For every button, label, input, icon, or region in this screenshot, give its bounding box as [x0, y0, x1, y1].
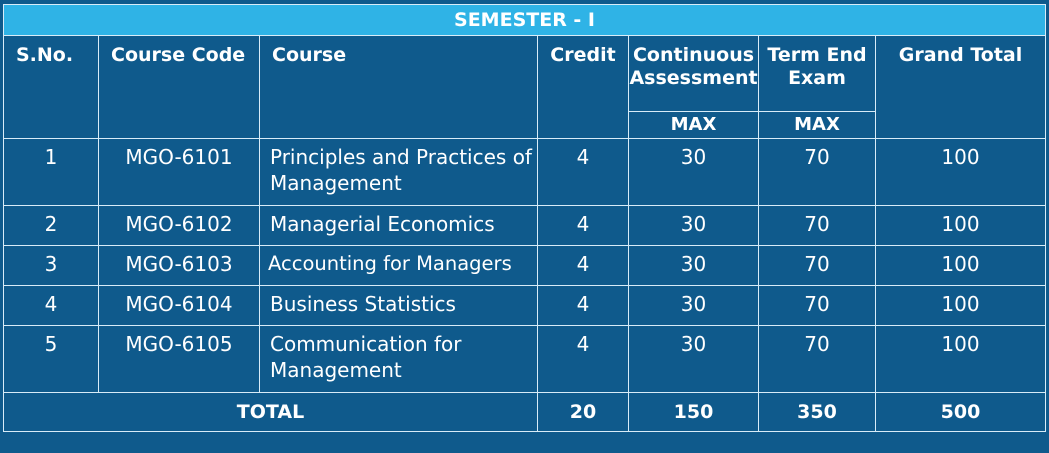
cell-ca: 30: [629, 286, 759, 326]
cell-sno: 1: [4, 139, 99, 206]
total-label: TOTAL: [4, 393, 538, 432]
cell-sno: 3: [4, 246, 99, 286]
semester-title: SEMESTER - I: [4, 5, 1046, 36]
cell-credit: 4: [538, 139, 629, 206]
table-row: [4, 246, 1046, 286]
cell-total: 100: [876, 326, 1046, 393]
cell-sno: 2: [4, 206, 99, 246]
table-row: [4, 139, 1046, 206]
cell-total: 100: [876, 246, 1046, 286]
subheader-te-max: MAX: [759, 112, 876, 139]
total-te: 350: [759, 393, 876, 432]
cell-total: 100: [876, 206, 1046, 246]
cell-credit: 4: [538, 286, 629, 326]
cell-course-code: MGO-6103: [99, 246, 260, 286]
subheader-ca-max: MAX: [629, 112, 759, 139]
cell-sno: 5: [4, 326, 99, 393]
cell-course-code: MGO-6102: [99, 206, 260, 246]
cell-course: Business Statistics: [260, 286, 538, 326]
cell-total: 100: [876, 139, 1046, 206]
cell-course-code: MGO-6104: [99, 286, 260, 326]
header-course-code: Course Code: [99, 36, 260, 139]
cell-total: 100: [876, 286, 1046, 326]
cell-course: Managerial Economics: [260, 206, 538, 246]
cell-sno: 4: [4, 286, 99, 326]
header-term-end-exam: Term End Exam: [759, 36, 876, 112]
cell-course-code: MGO-6101: [99, 139, 260, 206]
header-credit: Credit: [538, 36, 629, 139]
cell-course: Principles and Practices of Management: [260, 139, 538, 206]
header-continuous-assessment: Continuous Assessment: [629, 36, 759, 112]
title-row: [4, 5, 1046, 36]
header-grand-total: Grand Total: [876, 36, 1046, 139]
cell-te: 70: [759, 286, 876, 326]
cell-te: 70: [759, 139, 876, 206]
cell-credit: 4: [538, 206, 629, 246]
totals-row: [4, 393, 1046, 432]
cell-ca: 30: [629, 206, 759, 246]
cell-course: Communication for Management: [260, 326, 538, 393]
header-sno: S.No.: [4, 36, 99, 139]
cell-course-code: MGO-6105: [99, 326, 260, 393]
header-row: [4, 36, 1046, 112]
cell-te: 70: [759, 246, 876, 286]
cell-ca: 30: [629, 139, 759, 206]
cell-credit: 4: [538, 246, 629, 286]
cell-credit: 4: [538, 326, 629, 393]
table-row: [4, 286, 1046, 326]
cell-course: Accounting for Managers: [260, 246, 538, 286]
cell-te: 70: [759, 206, 876, 246]
cell-ca: 30: [629, 326, 759, 393]
total-grand: 500: [876, 393, 1046, 432]
table-row: [4, 326, 1046, 393]
total-credit: 20: [538, 393, 629, 432]
cell-ca: 30: [629, 246, 759, 286]
header-course: Course: [260, 36, 538, 139]
total-ca: 150: [629, 393, 759, 432]
cell-te: 70: [759, 326, 876, 393]
semester-table: [3, 4, 1046, 432]
table-row: [4, 206, 1046, 246]
